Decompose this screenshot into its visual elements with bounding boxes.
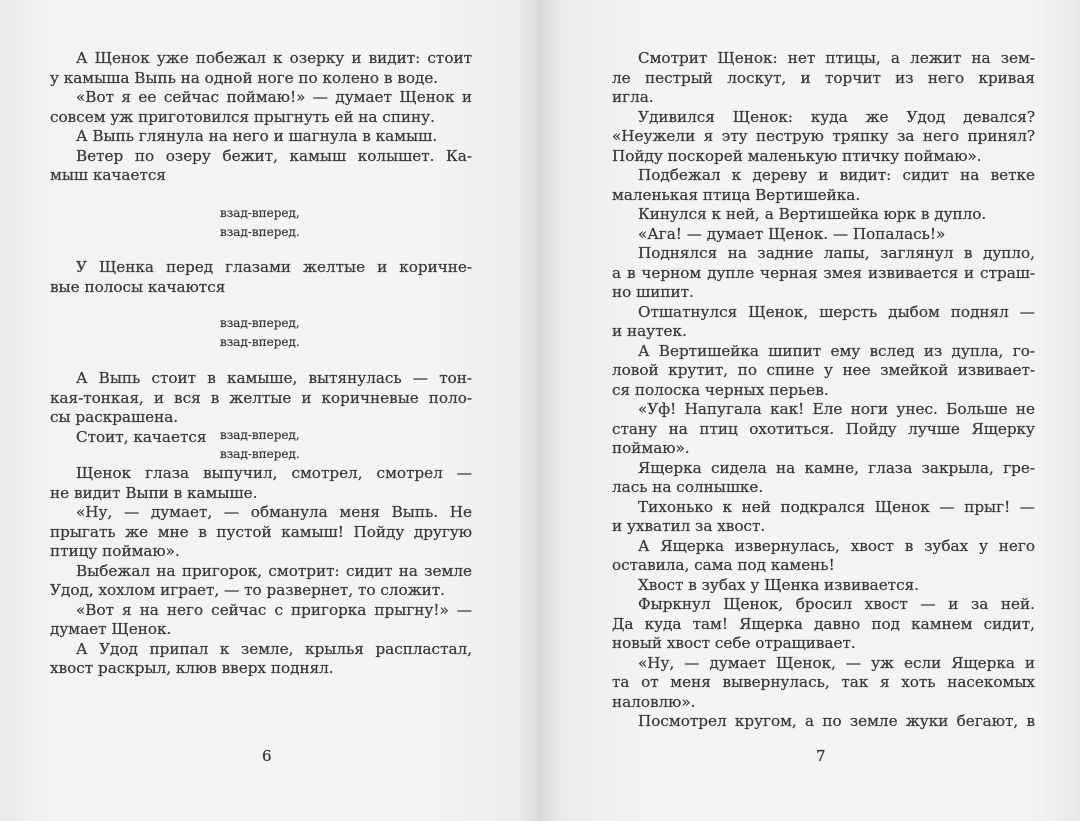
verse-line: взад-вперед, — [220, 206, 300, 220]
text-line: А Выпь стоит в камыше, вытянулась — тон- — [76, 369, 472, 387]
text-line: Да куда там! Ящерка давно под камнем сидит, — [612, 614, 1035, 633]
text-line: «Уф! Напугала как! Еле ноги унес. Больше не — [638, 400, 1035, 418]
text-line: Щенок глаза выпучил, смотрел, смотрел — — [76, 464, 472, 482]
text-line: кая-тонкая, и вся в желтые и коричневые поло- — [50, 388, 472, 407]
text-line: «Вот я на него сейчас с пригорка прыгну!» — — [76, 600, 472, 619]
text-line: сы раскрашена. — [50, 408, 179, 426]
text-line: Пойду поскорей маленькую птичку поймаю». — [612, 146, 982, 165]
page-number: 7 — [816, 747, 826, 765]
text-line: А Щенок уже побежал к озерку и видит: стоит — [76, 49, 472, 67]
text-line: А Ящерка извернулась, хвост в зубах у него — [638, 536, 1035, 555]
text-line: Удивился Щенок: куда же Удод девался? — [638, 107, 1035, 126]
text-line: совсем уж приготовился прыгнуть ей на спину. — [50, 107, 435, 126]
verse-line: взад-вперед. — [220, 335, 300, 349]
text-line: ловой крутит, по спине у нее змейкой извивает- — [612, 361, 1035, 379]
text-line: Удод, хохлом играет, — то развернет, то сложит. — [50, 581, 445, 599]
page-number: 6 — [262, 747, 272, 765]
verse-line: взад-вперед. — [220, 447, 300, 461]
text-line: «Вот я ее сейчас поймаю!» — думает Щенок и — [76, 88, 472, 106]
text-line: «Ну, — думает Щенок, — уж если Ящерка и — [638, 653, 1035, 672]
text-line: ся полоска черных перьев. — [612, 380, 829, 399]
text-line: игла. — [612, 88, 654, 106]
text-line: поймаю». — [612, 439, 690, 457]
text-line: мыш качается — [50, 166, 166, 184]
text-line: У Щенка перед глазами желтые и коричне- — [76, 258, 472, 276]
text-line: «Ну, — думает, — обманула меня Выпь. Не — [76, 503, 472, 521]
text-line: и ухватил за хвост. — [612, 517, 766, 535]
text-line: вые полосы качаются — [50, 277, 226, 296]
text-line: «Неужели я эту пеструю тряпку за него принял? — [612, 127, 1035, 145]
text-line: у камыша Выпь на одной ноге по колено в воде. — [50, 68, 439, 87]
text-line: «Ага! — думает Щенок. — Попалась!» — [638, 224, 946, 243]
text-line: стану на птиц охотиться. Пойду лучше Ящерку — [612, 419, 1035, 438]
text-line: Посмотрел кругом, а по земле жуки бегают, в — [638, 712, 1035, 730]
text-line: лась на солнышке. — [612, 478, 764, 496]
text-line: оставила, сама под камень! — [612, 556, 835, 574]
text-line: Фыркнул Щенок, бросил хвост — и за ней. — [638, 595, 1035, 613]
text-line: Хвост в зубах у Щенка извивается. — [638, 575, 919, 594]
text-line: Тихонько к ней подкрался Щенок — прыг! — — [638, 497, 1035, 516]
text-line: Подбежал к дереву и видит: сидит на ветке — [638, 166, 1035, 184]
text-line: А Удод припал к земле, крылья распластал, — [76, 639, 472, 658]
text-line: Отшатнулся Щенок, шерсть дыбом поднял — — [638, 302, 1035, 321]
verse-line: взад-вперед, — [220, 316, 300, 330]
text-line: наловлю». — [612, 692, 696, 711]
text-line: Стоит, качается — [76, 427, 207, 446]
text-line: не видит Выпи в камыше. — [50, 483, 258, 502]
text-line: Поднялся на задние лапы, заглянул в дупло, — [638, 244, 1035, 262]
text-line: и наутек. — [612, 322, 687, 340]
text-line: А Вертишейка шипит ему вслед из дупла, го- — [638, 341, 1035, 360]
text-line: прыгать же мне в пустой камыш! Пойду другую — [50, 522, 472, 541]
text-line: а в черном дупле черная змея извивается и страш- — [612, 263, 1035, 282]
text-line: та от меня вывернулась, так я хоть насекомых — [612, 673, 1035, 691]
text-line: Кинулся к ней, а Вертишейка юрк в дупло. — [638, 205, 987, 223]
text-line: ле пестрый лоскут, и торчит из него кривая — [612, 68, 1035, 87]
verse-line: взад-вперед, — [220, 428, 300, 442]
text-line: маленькая птица Вертишейка. — [612, 185, 861, 204]
text-line: хвост раскрыл, клюв вверх поднял. — [50, 659, 334, 677]
text-line: Ящерка сидела на камне, глаза закрыла, гре- — [638, 458, 1035, 477]
text-line: Смотрит Щенок: нет птицы, а лежит на зем- — [638, 49, 1035, 67]
text-line: Выбежал на пригорок, смотрит: сидит на земле — [76, 561, 472, 580]
right-page — [540, 0, 1080, 821]
verse-line: взад-вперед. — [220, 225, 300, 239]
text-line: думает Щенок. — [50, 620, 172, 638]
text-line: новый хвост себе отращивает. — [612, 634, 856, 652]
text-line: Ветер по озеру бежит, камыш колышет. Ка- — [76, 146, 472, 165]
text-line: птицу поймаю». — [50, 542, 180, 560]
text-line: А Выпь глянула на него и шагнула в камыш. — [76, 127, 438, 145]
text-line: но шипит. — [612, 283, 694, 301]
